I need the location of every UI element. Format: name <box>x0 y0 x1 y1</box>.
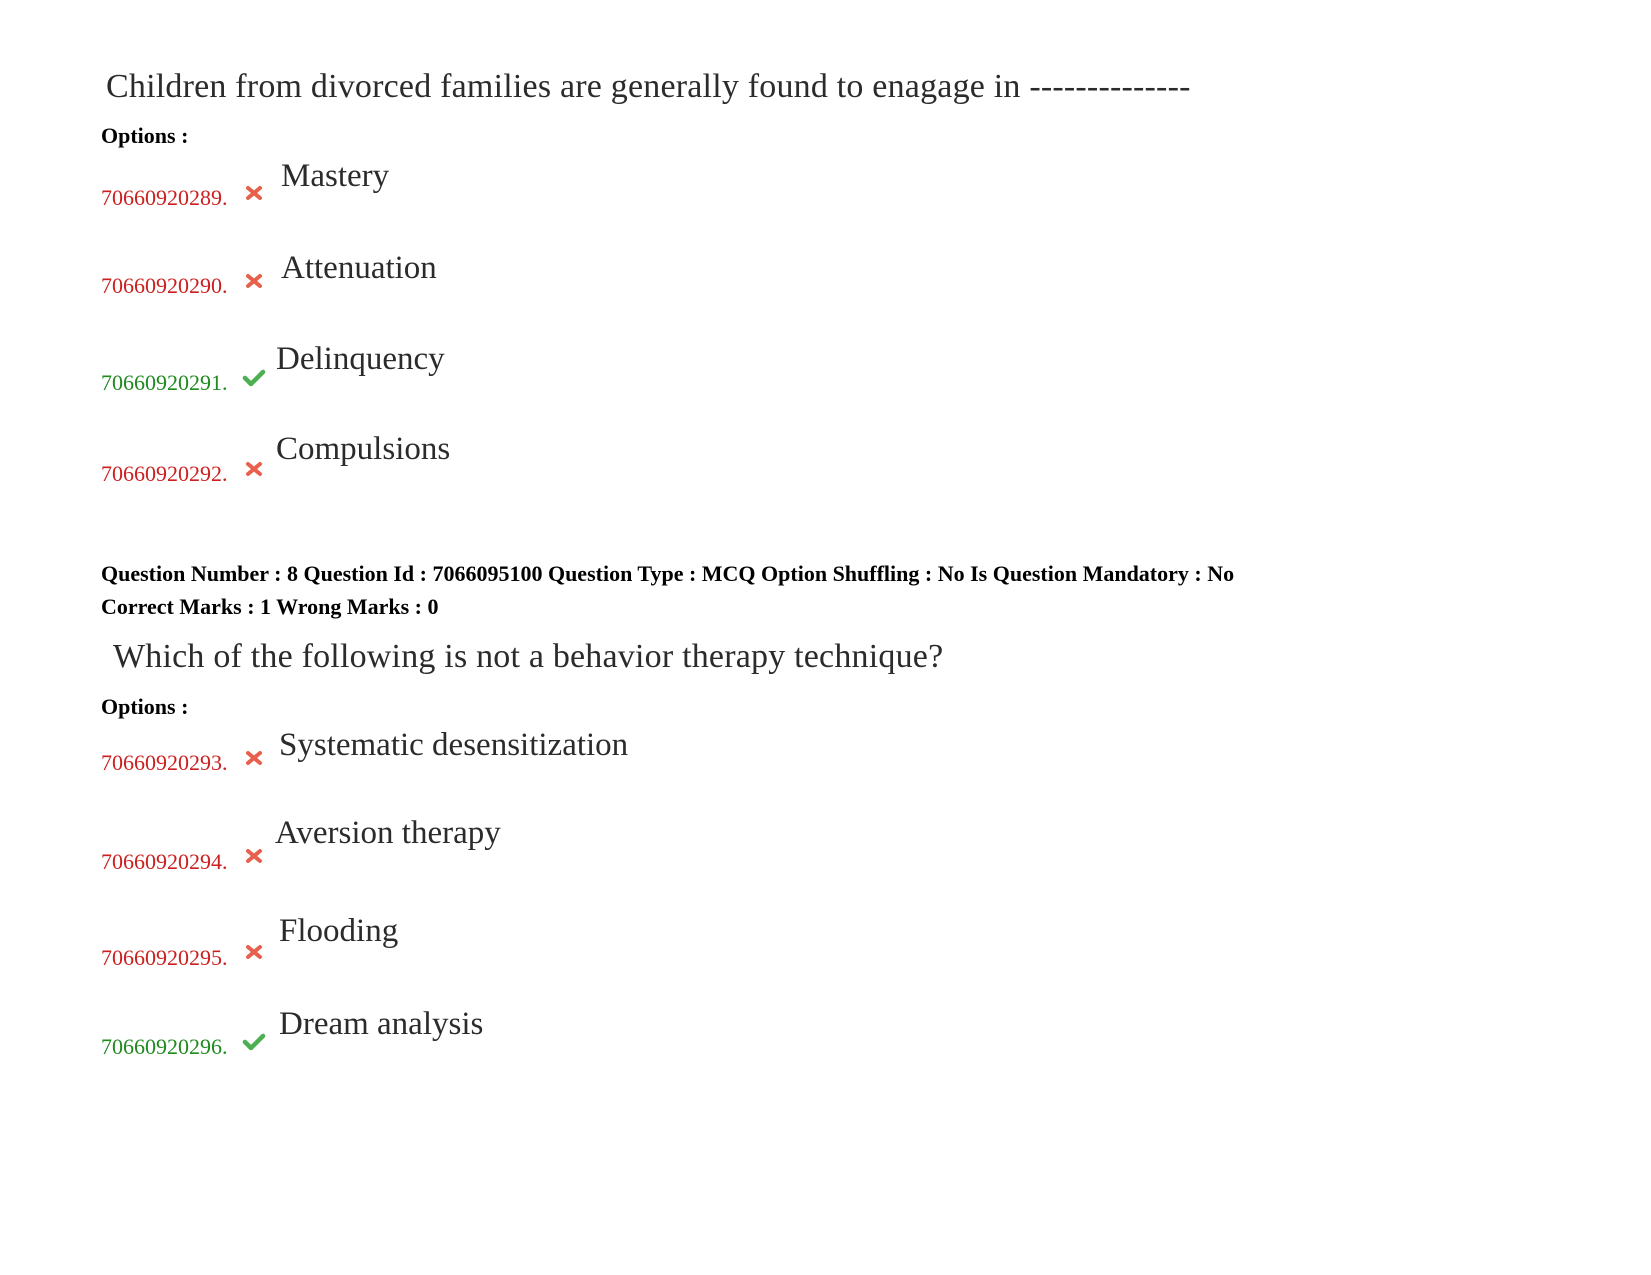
option-id: 70660920293. <box>101 750 228 775</box>
option-text: Systematic desensitization <box>279 727 629 763</box>
option-text: Delinquency <box>276 341 445 377</box>
options-label: Options : <box>101 694 189 719</box>
option-text: Dream analysis <box>279 1006 484 1042</box>
option-text: Compulsions <box>276 431 451 467</box>
option-id: 70660920295. <box>101 945 228 970</box>
option-text: Mastery <box>281 158 390 194</box>
question-meta: Question Number : 8 Question Id : 7066095100 Question Type : MCQ Option Shuffling : No Is Question Mandatory : No <box>101 561 1235 586</box>
option-id: 70660920292. <box>101 461 228 486</box>
cross-icon <box>244 942 264 962</box>
option-text: Aversion therapy <box>275 815 501 851</box>
cross-icon <box>244 748 264 768</box>
option-text: Flooding <box>279 913 399 949</box>
question-text: Children from divorced families are generally found to enagage in -------------- <box>106 68 1191 105</box>
options-label: Options : <box>101 123 189 148</box>
check-icon <box>242 1032 266 1052</box>
cross-icon <box>244 459 264 479</box>
option-id: 70660920296. <box>101 1034 228 1059</box>
option-id: 70660920289. <box>101 185 228 210</box>
question-text: Which of the following is not a behavior therapy technique? <box>113 638 944 675</box>
check-icon <box>242 368 266 388</box>
option-id: 70660920291. <box>101 370 228 395</box>
cross-icon <box>244 271 264 291</box>
cross-icon <box>244 846 264 866</box>
option-text: Attenuation <box>281 250 437 286</box>
option-id: 70660920294. <box>101 849 228 874</box>
option-id: 70660920290. <box>101 273 228 298</box>
question-marks: Correct Marks : 1 Wrong Marks : 0 <box>101 594 439 619</box>
cross-icon <box>244 183 264 203</box>
